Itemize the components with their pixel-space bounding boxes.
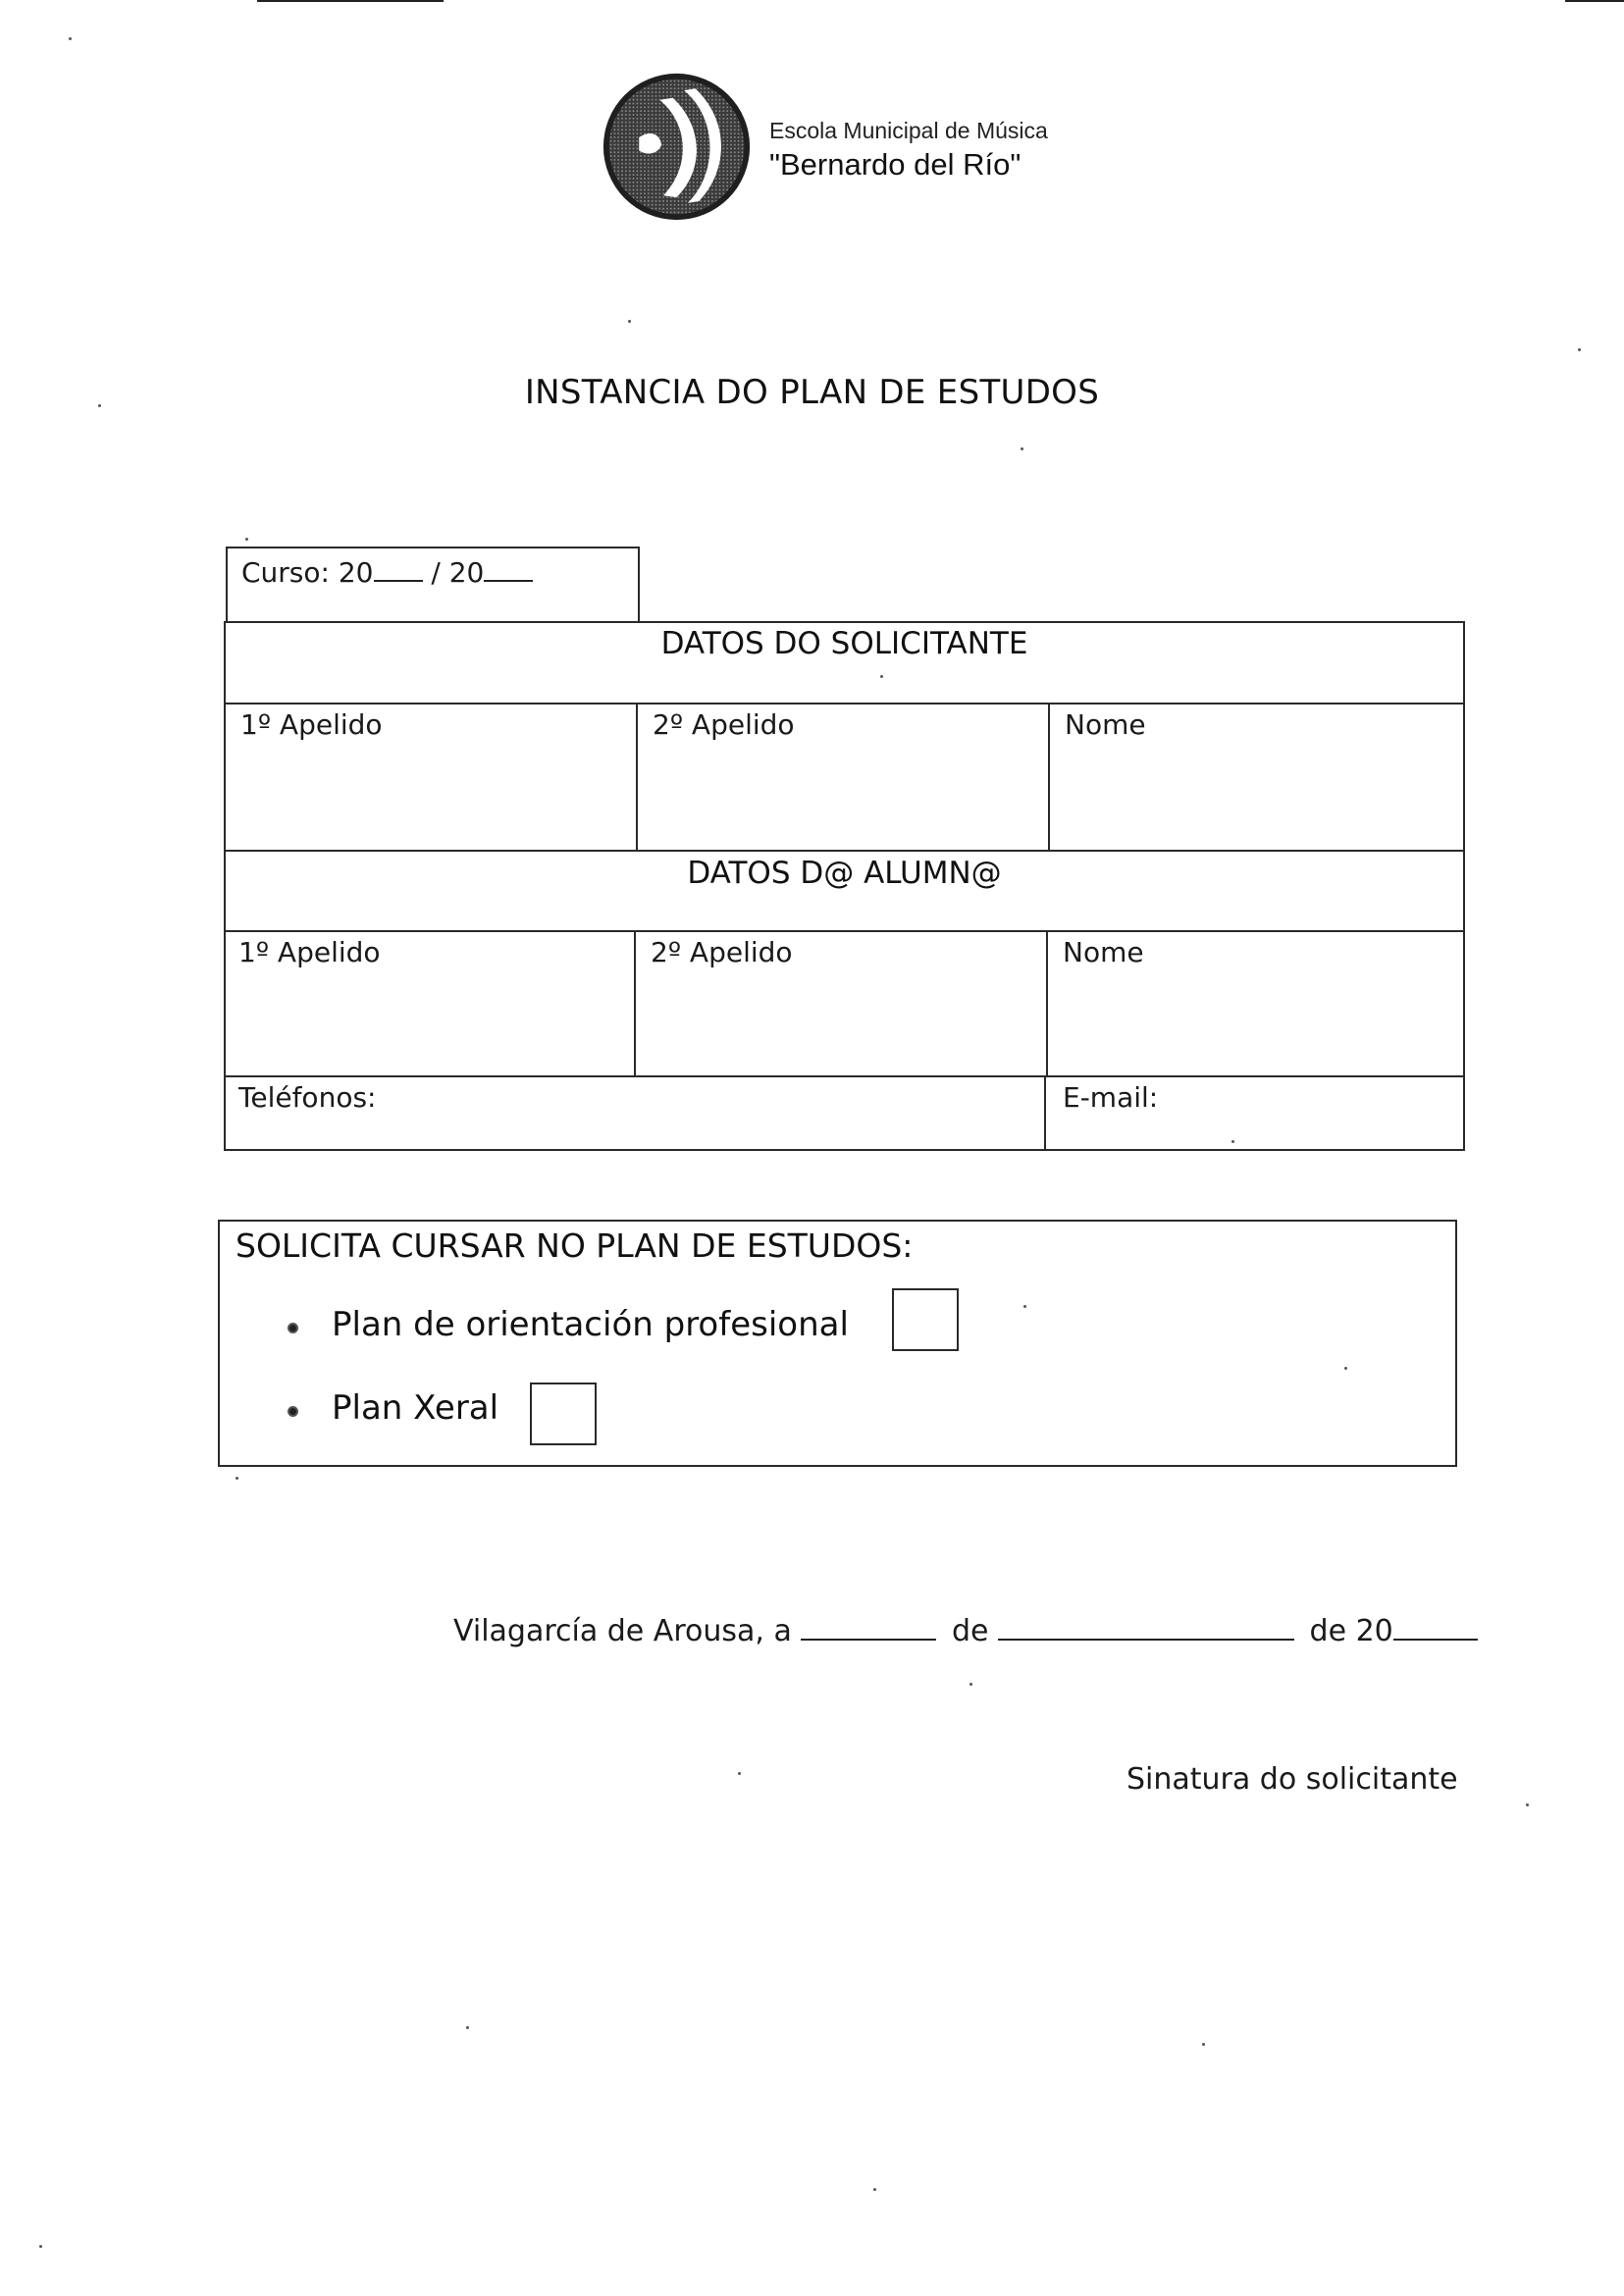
col-divider <box>1048 703 1050 850</box>
scan-speck <box>69 37 72 40</box>
scan-speck <box>466 2026 469 2029</box>
scan-speck <box>1021 447 1023 450</box>
col-divider <box>1046 930 1048 1075</box>
plan-profesional-checkbox[interactable] <box>892 1288 959 1351</box>
page-title: INSTANCIA DO PLAN DE ESTUDOS <box>524 373 1100 412</box>
curso-prefix: Curso: 20 <box>241 556 374 589</box>
curso-field[interactable] <box>241 554 533 589</box>
alumno-apelido2-field[interactable]: 2º Apelido <box>651 936 793 968</box>
scan-speck <box>245 538 248 541</box>
scan-speck <box>1526 1803 1529 1806</box>
scan-speck <box>1202 2043 1205 2046</box>
scan-speck <box>628 320 631 323</box>
solicitante-apelido2-field[interactable]: 2º Apelido <box>653 708 795 741</box>
scan-speck <box>236 1477 238 1480</box>
scan-speck <box>738 1772 741 1775</box>
signature-label: Sinatura do solicitante <box>1126 1762 1458 1797</box>
scan-speck <box>1023 1305 1026 1308</box>
col-divider <box>636 703 638 850</box>
scan-speck <box>1578 348 1581 351</box>
de-label: de <box>951 1614 989 1648</box>
alumno-heading: DATOS D@ ALUMN@ <box>687 856 1002 891</box>
scan-edge-line <box>1565 0 1624 2</box>
month-blank[interactable] <box>998 1613 1294 1641</box>
year-blank[interactable] <box>1393 1613 1478 1641</box>
plan-heading: SOLICITA CURSAR NO PLAN DE ESTUDOS: <box>236 1226 914 1265</box>
col-divider <box>634 930 636 1075</box>
place-date-line <box>453 1613 1478 1648</box>
school-name-line1: Escola Municipal de Música <box>769 118 1048 143</box>
solicitante-heading: DATOS DO SOLICITANTE <box>660 626 1028 661</box>
curso-separator: / 20 <box>431 556 485 589</box>
email-field[interactable]: E-mail: <box>1063 1081 1159 1114</box>
bullet-icon <box>288 1406 298 1417</box>
curso-year1-blank[interactable] <box>374 554 423 582</box>
bullet-icon <box>288 1323 298 1333</box>
day-blank[interactable] <box>801 1613 936 1641</box>
solicitante-apelido1-field[interactable]: 1º Apelido <box>240 708 383 741</box>
place-label: Vilagarcía de Arousa, a <box>453 1614 792 1648</box>
solicitante-nome-field[interactable]: Nome <box>1065 708 1146 741</box>
school-logo-icon <box>602 72 752 222</box>
school-name-line2: "Bernardo del Río" <box>769 147 1022 182</box>
alumno-apelido1-field[interactable]: 1º Apelido <box>238 936 381 968</box>
scan-speck <box>1344 1367 1347 1370</box>
col-divider <box>1044 1075 1046 1151</box>
plan-option-profesional-label: Plan de orientación profesional <box>332 1305 849 1344</box>
scan-speck <box>98 404 101 407</box>
scan-speck <box>880 675 883 678</box>
row-divider <box>224 930 1465 932</box>
de-year-label: de 20 <box>1309 1614 1393 1648</box>
curso-year2-blank[interactable] <box>484 554 533 582</box>
scan-speck <box>969 1683 972 1686</box>
scan-speck <box>39 2245 42 2248</box>
row-divider <box>224 850 1465 852</box>
telefonos-field[interactable]: Teléfonos: <box>238 1081 377 1114</box>
scan-edge-line <box>257 0 444 2</box>
scan-speck <box>873 2188 876 2191</box>
row-divider <box>224 1075 1465 1077</box>
plan-option-xeral-label: Plan Xeral <box>332 1388 499 1428</box>
row-divider <box>224 703 1465 704</box>
scan-speck <box>1231 1140 1234 1143</box>
plan-xeral-checkbox[interactable] <box>530 1383 597 1445</box>
alumno-nome-field[interactable]: Nome <box>1063 936 1144 968</box>
